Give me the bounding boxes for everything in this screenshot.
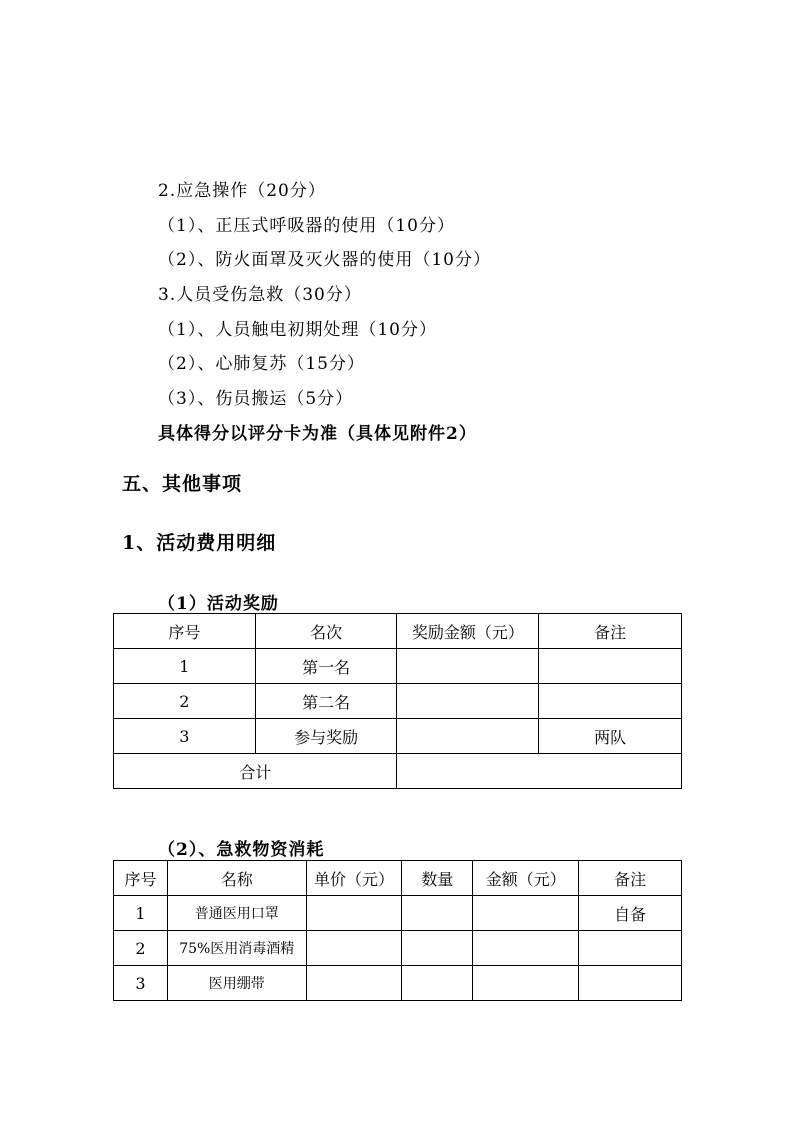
table-cell: 第二名 [255,684,397,719]
table-cell [579,931,682,966]
header-cell: 备注 [539,614,682,649]
table-row [114,931,682,966]
table-cell: 1 [114,896,168,931]
table-cell [579,966,682,1001]
table-cell: 3 [114,966,168,1001]
table-cell: 2 [114,931,168,966]
list-item: （2）、心肺复苏（15分） [158,354,365,374]
total-label: 合计 [114,754,397,789]
table-cell [402,966,473,1001]
table-cell [539,684,682,719]
list-item: （1）、人员触电初期处理（10分） [158,320,437,340]
section-title: 五、其他事项 [122,473,243,495]
table-row [114,649,682,684]
header-cell: 奖励金额（元） [397,614,539,649]
table-cell: 参与奖励 [255,719,397,754]
table1-caption: （1）活动奖励 [158,594,279,614]
table-total-row [114,754,682,789]
list-item: （2）、防火面罩及灭火器的使用（10分） [158,250,491,270]
table-cell: 2 [114,684,256,719]
supplies-table [113,860,682,1001]
table-cell [397,684,539,719]
header-cell: 数量 [402,861,473,896]
total-value [397,754,682,789]
table-cell [306,931,402,966]
header-cell: 金额（元） [473,861,579,896]
table2-caption: （2）、急救物资消耗 [158,840,325,860]
table-header-row [114,614,682,649]
table-cell: 第一名 [255,649,397,684]
list-item: 2.应急操作（20分） [158,181,326,201]
table-cell: 自备 [579,896,682,931]
table-cell [473,896,579,931]
table-cell [473,966,579,1001]
table-cell: 3 [114,719,256,754]
table-row [114,896,682,931]
header-cell: 备注 [579,861,682,896]
table-cell [306,896,402,931]
table-row [114,966,682,1001]
table-cell: 75%医用消毒酒精 [167,931,306,966]
table-row [114,719,682,754]
header-cell: 序号 [114,614,256,649]
table-cell [306,966,402,1001]
table-cell: 1 [114,649,256,684]
table-row [114,684,682,719]
table-cell: 两队 [539,719,682,754]
subsection-title: 1、活动费用明细 [122,532,277,554]
list-item: （1）、正压式呼吸器的使用（10分） [158,216,455,236]
reward-table [113,613,682,789]
table-cell [402,896,473,931]
list-item: （3）、伤员搬运（5分） [158,389,354,409]
table-cell [473,931,579,966]
table-cell: 医用绷带 [167,966,306,1001]
table-cell [397,719,539,754]
header-cell: 序号 [114,861,168,896]
table-cell [539,649,682,684]
score-note: 具体得分以评分卡为准（具体见附件2） [158,424,477,444]
table-cell [397,649,539,684]
table-cell [402,931,473,966]
header-cell: 单价（元） [306,861,402,896]
table-header-row [114,861,682,896]
header-cell: 名称 [167,861,306,896]
list-item: 3.人员受伤急救（30分） [158,285,362,305]
header-cell: 名次 [255,614,397,649]
table-cell: 普通医用口罩 [167,896,306,931]
